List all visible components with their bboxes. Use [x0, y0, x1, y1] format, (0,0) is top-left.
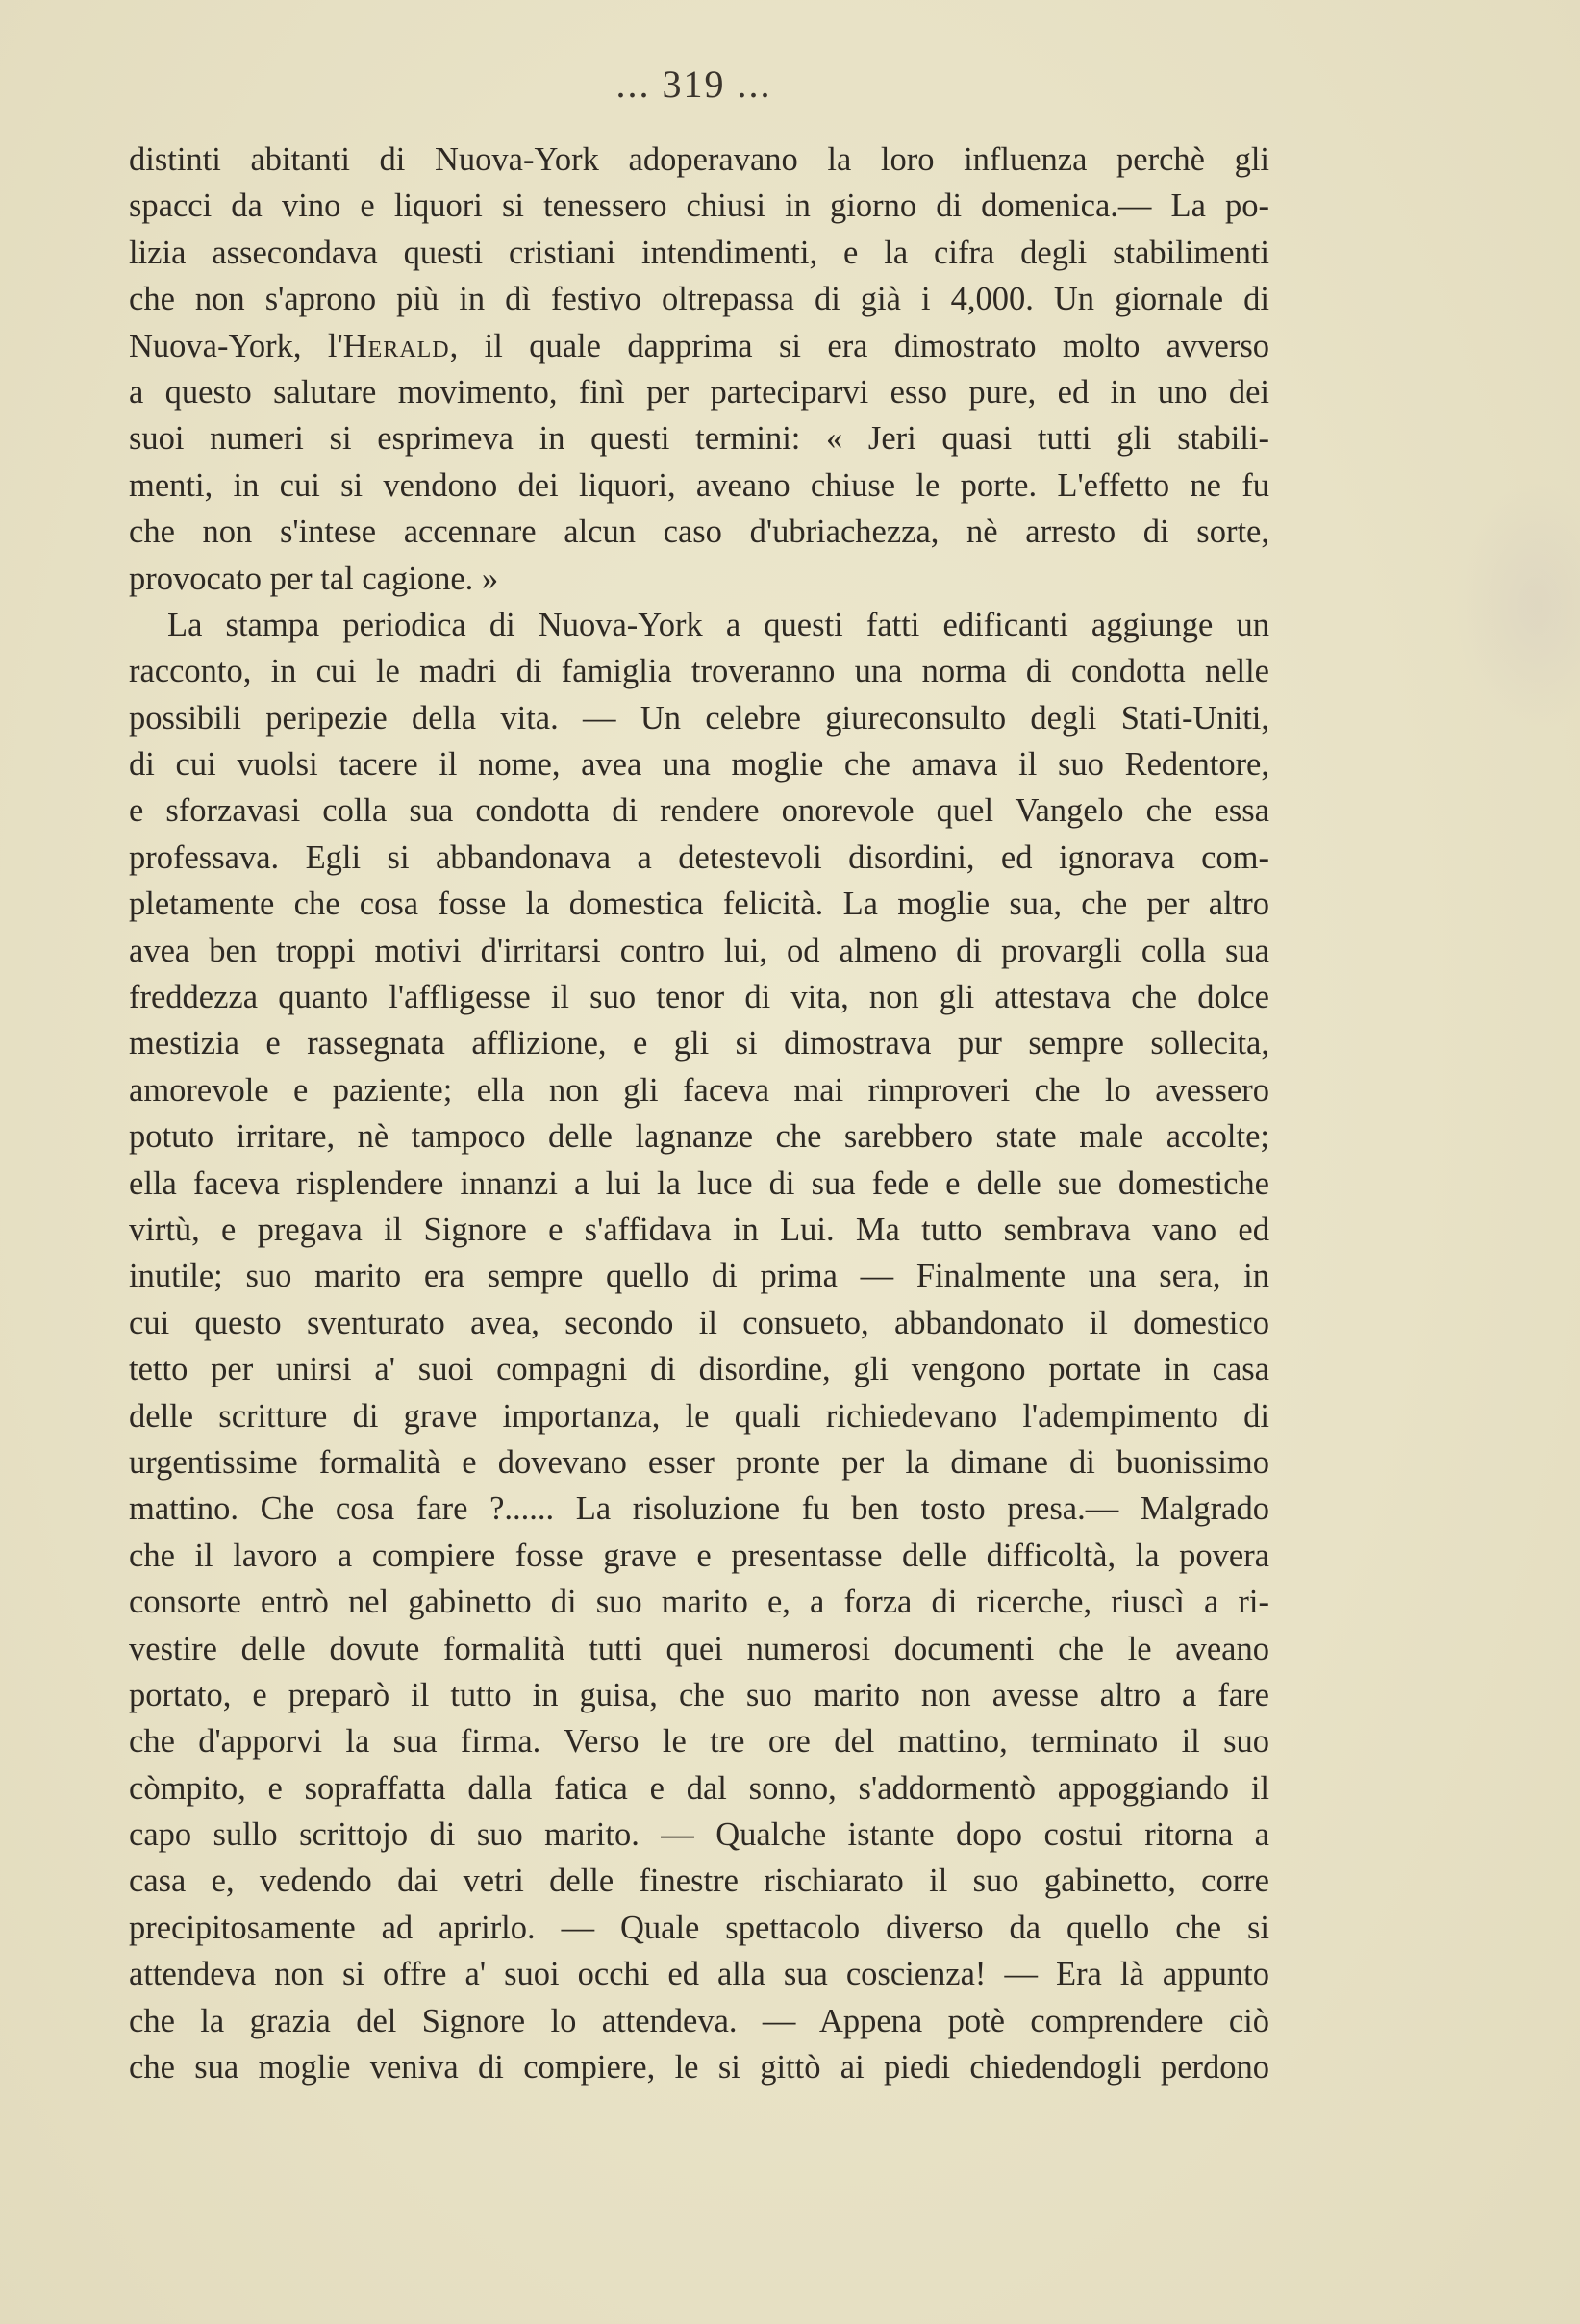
text-line: freddezza quanto l'affligesse il suo tenor di vita, non gli attestava che dolce — [129, 979, 1269, 1016]
text-line: attendeva non si offre a' suoi occhi ed alla sua coscienza! — Era là appunto — [129, 1956, 1269, 1993]
text-line: distinti abitanti di Nuova-York adoperavano la loro influenza perchè gli — [129, 141, 1269, 178]
text-line: possibili peripezie della vita. — Un celebre giureconsulto degli Stati-Uniti, — [129, 699, 1269, 737]
page-number: ... 319 ... — [615, 62, 772, 106]
text-line: ella faceva risplendere innanzi a lui la luce di sua fede e delle sue domestiche — [129, 1164, 1269, 1202]
text-line: che sua moglie veniva di compiere, le si gittò ai piedi chiedendogli perdono — [129, 2049, 1269, 2087]
text-line: cui questo sventurato avea, secondo il consueto, abbandonato il domestico — [129, 1304, 1269, 1341]
text-line: e sforzavasi colla sua condotta di rendere onorevole quel Vangelo che essa — [129, 792, 1269, 830]
text-line: casa e, vedendo dai vetri delle finestre rischiarato il suo gabinetto, corre — [129, 1862, 1269, 1900]
text-line: avea ben troppi motivi d'irritarsi contro lui, od almeno di provargli colla sua — [129, 932, 1269, 969]
text-line: spacci da vino e liquori si tenessero chiusi in giorno di domenica.— La po- — [129, 187, 1269, 225]
text-line: racconto, in cui le madri di famiglia troveranno una norma di condotta nelle — [129, 653, 1269, 690]
text-line: tetto per unirsi a' suoi compagni di disordine, gli vengono portate in casa — [129, 1351, 1269, 1388]
text-line: suoi numeri si esprimeva in questi termini: « Jeri quasi tutti gli stabili- — [129, 420, 1269, 458]
text-line: amorevole e paziente; ella non gli faceva mai rimproveri che lo avessero — [129, 1071, 1269, 1109]
newspaper-name: Herald — [342, 327, 450, 364]
text-line: lizia assecondava questi cristiani intendimenti, e la cifra degli stabilimenti — [129, 234, 1269, 271]
text-line: mestizia e rassegnata afflizione, e gli si dimostrava pur sempre sollecita, — [129, 1025, 1269, 1062]
text-line — [129, 323, 1269, 369]
text-line: di cui vuolsi tacere il nome, avea una moglie che amava il suo Redentore, — [129, 746, 1269, 784]
text-line: capo sullo scrittojo di suo marito. — Qualche istante dopo costui ritorna a — [129, 1816, 1269, 1854]
text-line: potuto irritare, nè tampoco delle lagnanze che sarebbero state male accolte; — [129, 1118, 1269, 1156]
text-line: che d'apporvi la sua firma. Verso le tre ore del mattino, terminato il suo — [129, 1723, 1269, 1761]
text-line: consorte entrò nel gabinetto di suo marito e, a forza di ricerche, riuscì a ri- — [129, 1584, 1269, 1621]
text-line: che la grazia del Signore lo attendeva. — Appena potè comprendere ciò — [129, 2002, 1269, 2039]
text-line: portato, e preparò il tutto in guisa, che suo marito non avesse altro a fare — [129, 1676, 1269, 1713]
text-line: vestire delle dovute formalità tutti quei numerosi documenti che le aveano — [129, 1630, 1269, 1667]
text-line: che non s'intese accennare alcun caso d'ubriachezza, nè arresto di sorte, — [129, 513, 1269, 551]
text-line: che il lavoro a compiere fosse grave e presentasse delle difficoltà, la povera — [129, 1537, 1269, 1574]
text-line: che non s'aprono più in dì festivo oltrepassa di già i 4,000. Un giornale di — [129, 281, 1269, 318]
text-line: virtù, e pregava il Signore e s'affidava in Lui. Ma tutto sembrava vano ed — [129, 1211, 1269, 1248]
text-line: mattino. Che cosa fare ?...... La risoluzione fu ben tosto presa.— Malgrado — [129, 1490, 1269, 1528]
library-stamp-ghost — [1455, 481, 1580, 731]
text-line: a questo salutare movimento, finì per parteciparvi esso pure, ed in uno dei — [129, 373, 1269, 411]
text-line: còmpito, e sopraffatta dalla fatica e dal sonno, s'addormentò appoggiando il — [129, 1769, 1269, 1807]
text-line: professava. Egli si abbandonava a detestevoli disordini, ed ignorava com- — [129, 838, 1269, 876]
text-line: La stampa periodica di Nuova-York a questi fatti edificanti aggiunge un — [167, 606, 1269, 643]
text-line: urgentissime formalità e dovevano esser pronte per la dimane di buonissimo — [129, 1443, 1269, 1481]
text-line: precipitosamente ad aprirlo. — Quale spettacolo diverso da quello che si — [129, 1909, 1269, 1946]
text-line: provocato per tal cagione. » — [129, 560, 499, 597]
text-line: delle scritture di grave importanza, le quali richiedevano l'adempimento di — [129, 1397, 1269, 1435]
body-text — [129, 137, 1269, 2090]
text-line: menti, in cui si vendono dei liquori, aveano chiuse le porte. L'effetto ne fu — [129, 466, 1269, 504]
text-segment: , il quale dapprima si era dimostrato molto avverso — [449, 327, 1270, 364]
text-line: pletamente che cosa fosse la domestica felicità. La moglie sua, che per altro — [129, 886, 1269, 923]
text-line: inutile; suo marito era sempre quello di prima — Finalmente una sera, in — [129, 1258, 1269, 1295]
text-segment: Nuova-York, l' — [129, 327, 343, 364]
